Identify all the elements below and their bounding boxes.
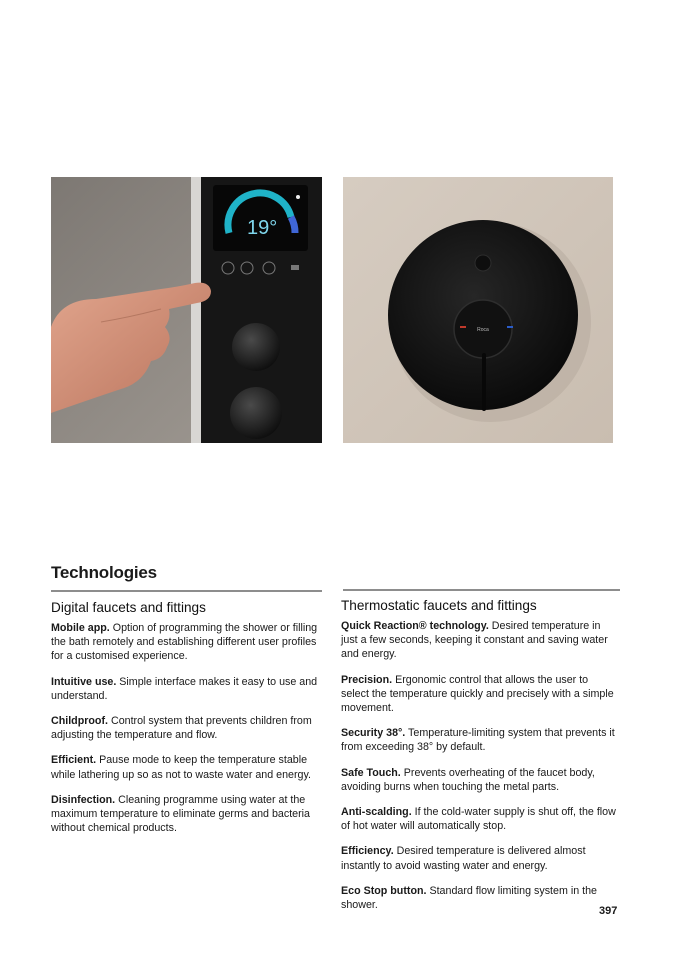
feature-text: Option of programming the shower or filling the bath remotely and establishing different user profiles for a customised experience.	[51, 622, 318, 663]
feature-item	[341, 766, 618, 794]
feature-term: Childproof.	[51, 715, 108, 728]
feature-item	[51, 714, 327, 742]
feature-term: Quick Reaction® technology.	[341, 620, 489, 632]
digital-faucets-heading: Digital faucets and fittings	[51, 600, 206, 615]
feature-text: If the cold-water supply is shut off, the flow of hot water will automatically stop.	[341, 806, 616, 833]
feature-item	[51, 675, 327, 703]
feature-text: Simple interface makes it easy to use and understand.	[51, 675, 318, 702]
digital-panel-illustration	[51, 177, 322, 443]
feature-term: Disinfection.	[51, 793, 116, 806]
feature-term: Eco Stop button.	[341, 884, 427, 897]
feature-item	[341, 844, 618, 872]
feature-text: Standard flow limiting system in the shower.	[341, 884, 597, 912]
feature-item	[51, 793, 327, 836]
feature-term: Efficient.	[51, 754, 97, 767]
left-column-divider	[51, 590, 322, 592]
feature-term: Intuitive use.	[51, 675, 117, 688]
display-temperature: 19°	[247, 217, 278, 239]
feature-term: Security 38°.	[341, 727, 406, 740]
feature-text: Temperature-limiting system that prevents it from exceeding 38° by default.	[341, 727, 615, 754]
feature-item	[51, 753, 327, 781]
feature-item	[51, 621, 327, 664]
right-column-divider	[343, 589, 620, 591]
feature-term: Mobile app.	[51, 622, 110, 634]
feature-text: Desired temperature in just a few seconds, keeping it constant and saving water and energy.	[341, 620, 608, 661]
feature-text: Pause mode to keep the temperature stable while lathering up so as not to waste water and energy.	[51, 754, 312, 781]
feature-term: Precision.	[341, 673, 393, 686]
feature-text: Prevents overheating of the faucet body, avoiding burns when touching the metal parts.	[341, 766, 595, 793]
thermostatic-faucets-column	[341, 598, 618, 923]
brand-logo: Roca	[477, 327, 489, 333]
digital-faucets-column	[51, 600, 327, 846]
thermostatic-faucets-heading: Thermostatic faucets and fittings	[341, 598, 537, 613]
feature-term: Efficiency.	[341, 845, 394, 858]
feature-item	[341, 805, 618, 833]
feature-item	[341, 673, 618, 716]
feature-term: Safe Touch.	[341, 766, 401, 779]
feature-text: Desired temperature is delivered almost instantly to avoid wasting water and energy.	[341, 845, 586, 872]
feature-item	[341, 619, 618, 662]
feature-item	[341, 726, 618, 754]
section-title: Technologies	[51, 563, 157, 582]
feature-text: Cleaning programme using water at the maximum temperature to eliminate germs and bacteria without chemical products.	[51, 793, 310, 835]
digital-shower-panel-photo	[51, 177, 322, 443]
feature-item	[341, 884, 618, 912]
thermostatic-mixer-photo	[343, 177, 613, 443]
page-number: 397	[599, 905, 618, 917]
feature-text: Ergonomic control that allows the user to select the temperature quickly and precisely with a simple movement.	[341, 673, 614, 715]
feature-term: Anti-scalding.	[341, 806, 412, 819]
thermostatic-mixer-illustration	[343, 177, 613, 443]
feature-text: Control system that prevents children from adjusting the temperature and flow.	[51, 715, 312, 742]
